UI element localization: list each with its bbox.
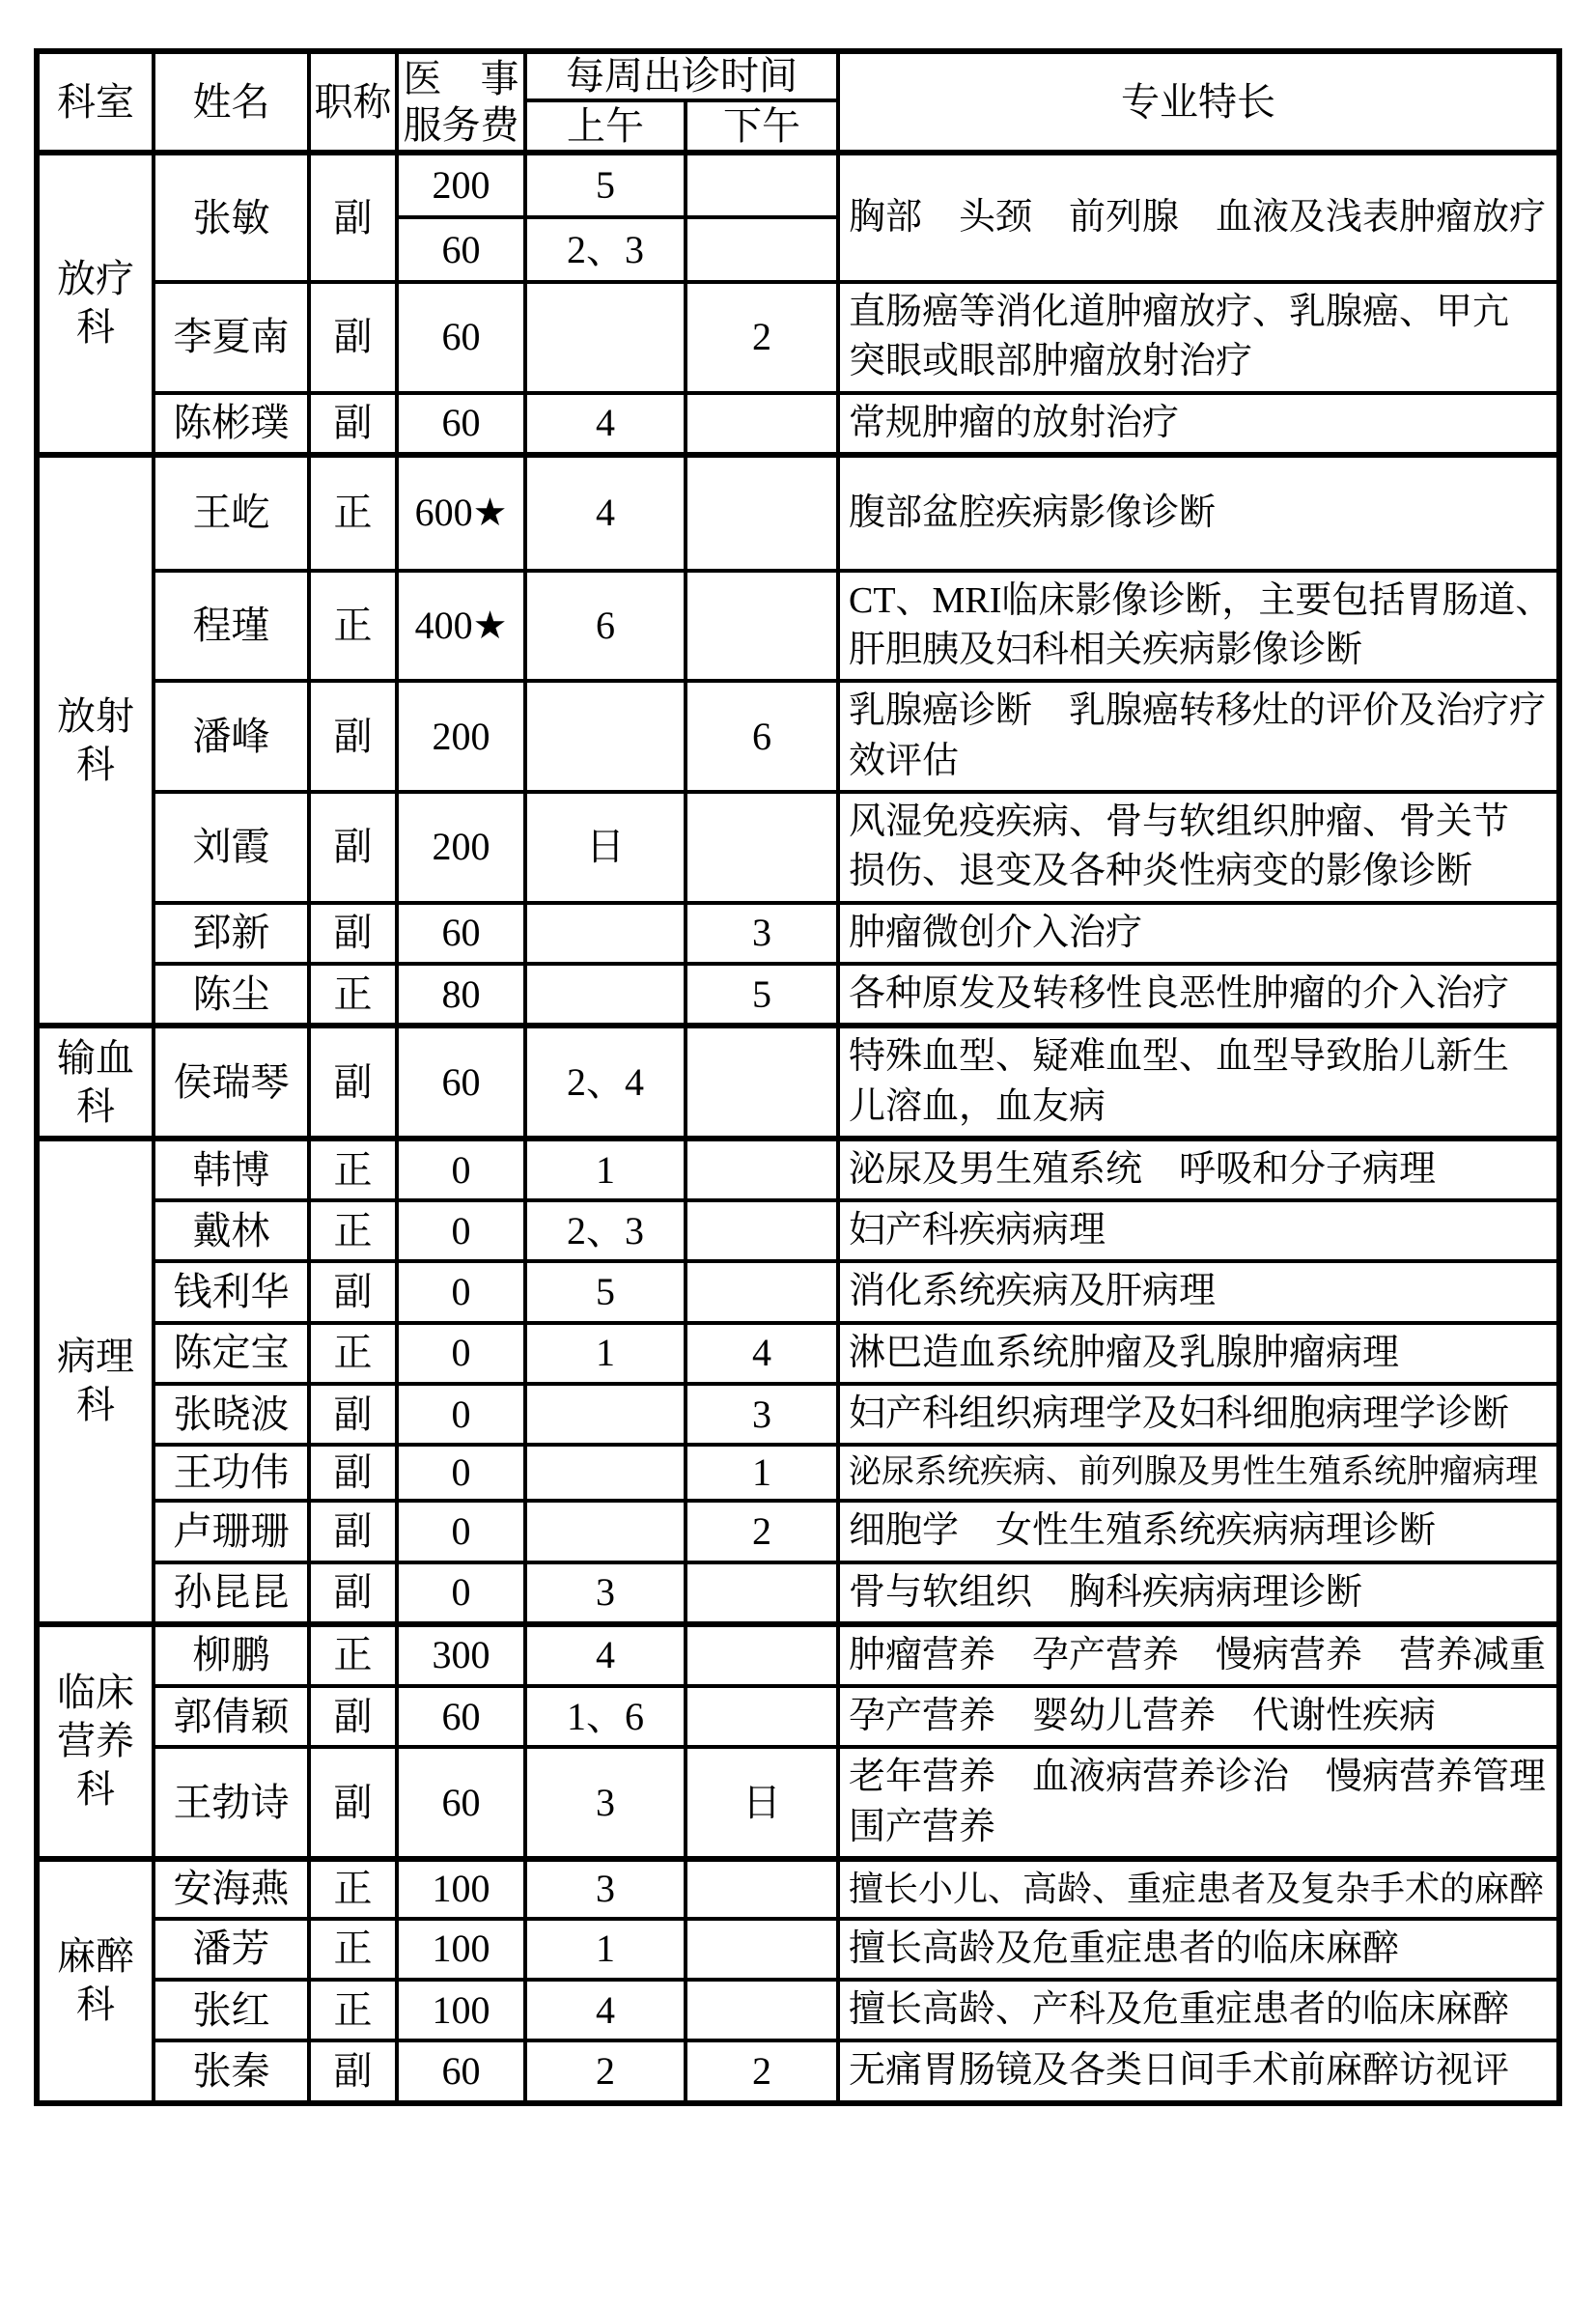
doctor-name-cell: 卢珊珊: [154, 1501, 309, 1561]
doctor-row: [37, 1139, 1559, 1200]
specialty-cell: [838, 455, 1559, 571]
specialty-line: 效评估: [849, 740, 960, 781]
fee-cell: 60: [397, 1026, 525, 1139]
fee-cell: 0: [397, 1562, 525, 1624]
specialty-line: 直肠癌等消化道肿瘤放疗、乳腺癌、甲亢: [849, 292, 1510, 332]
title-cell: 副: [309, 681, 397, 792]
morning-time-cell: 日: [525, 792, 686, 903]
afternoon-time-cell: [686, 792, 838, 903]
doctor-name-cell: 王屹: [154, 455, 309, 571]
fee-cell: 200: [397, 792, 525, 903]
specialty-line: 老年营养 血液病营养诊治 慢病营养管理: [849, 1757, 1547, 1798]
col-header-name: 姓名: [154, 51, 309, 153]
department-name-line: 临床: [57, 1671, 134, 1715]
doctor-row: [37, 792, 1559, 903]
morning-time-cell: 5: [525, 153, 686, 217]
col-header-fee-line1: 医 事: [403, 56, 519, 100]
doctor-name-cell: 程瑾: [154, 571, 309, 682]
afternoon-time-cell: 日: [686, 1747, 838, 1859]
afternoon-time-cell: 2: [686, 2040, 838, 2102]
fee-cell: 0: [397, 1445, 525, 1501]
fee-cell: 60: [397, 393, 525, 455]
title-cell: 正: [309, 1624, 397, 1686]
col-header-title: 职称: [309, 51, 397, 153]
fee-cell: 60: [397, 903, 525, 964]
specialty-line: 肿瘤营养 孕产营养 慢病营养 营养减重: [849, 1634, 1547, 1675]
doctor-name-cell: 刘霞: [154, 792, 309, 903]
morning-time-cell: 4: [525, 455, 686, 571]
specialty-line: 细胞学 女性生殖系统疾病病理诊断: [849, 1510, 1437, 1552]
morning-time-cell: 4: [525, 1624, 686, 1686]
morning-time-cell: 1: [525, 1139, 686, 1200]
doctor-row: [37, 1445, 1559, 1501]
doctor-row: [37, 393, 1559, 455]
afternoon-time-cell: [686, 1624, 838, 1686]
specialty-line: 肿瘤微创介入治疗: [849, 912, 1143, 953]
fee-cell: 60: [397, 1686, 525, 1747]
department-cell: [37, 1139, 154, 1624]
doctor-row: [37, 1261, 1559, 1322]
title-cell: 正: [309, 571, 397, 682]
department-name-line: 病理科: [57, 1335, 134, 1427]
doctor-row: [37, 1323, 1559, 1384]
doctor-name-cell: 王功伟: [154, 1445, 309, 1501]
morning-time-cell: 3: [525, 1562, 686, 1624]
doctor-row: [37, 1919, 1559, 1980]
fee-cell: 600★: [397, 455, 525, 571]
specialty-cell: [838, 1323, 1559, 1384]
specialty-line: 特殊血型、疑难血型、血型导致胎儿新生: [849, 1036, 1510, 1078]
specialty-cell: [838, 681, 1559, 792]
doctor-name-cell: 陈定宝: [154, 1323, 309, 1384]
title-cell: 正: [309, 1919, 397, 1980]
specialty-line: 损伤、退变及各种炎性病变的影像诊断: [849, 851, 1473, 892]
fee-cell: 100: [397, 1980, 525, 2040]
afternoon-time-cell: [686, 455, 838, 571]
doctor-row: [37, 153, 1559, 217]
title-cell: 副: [309, 1384, 397, 1445]
morning-time-cell: 1: [525, 1919, 686, 1980]
morning-time-cell: [525, 1384, 686, 1445]
fee-cell: 60: [397, 217, 525, 282]
morning-time-cell: 1: [525, 1323, 686, 1384]
col-header-fee: [397, 51, 525, 153]
fee-cell: 100: [397, 1919, 525, 1980]
doctor-row: [37, 1501, 1559, 1561]
specialty-line: 孕产营养 婴幼儿营养 代谢性疾病: [849, 1696, 1437, 1737]
specialty-line: 围产营养: [849, 1806, 996, 1847]
morning-time-cell: 1、6: [525, 1686, 686, 1747]
specialty-line: 各种原发及转移性良恶性肿瘤的介入治疗: [849, 972, 1510, 1014]
morning-time-cell: 2、3: [525, 217, 686, 282]
department-cell: [37, 1859, 154, 2102]
title-cell: 正: [309, 1859, 397, 1919]
doctor-name-cell: 安海燕: [154, 1859, 309, 1919]
specialty-cell: [838, 1026, 1559, 1139]
col-header-specialty: 专业特长: [838, 51, 1559, 153]
title-cell: 正: [309, 1980, 397, 2040]
fee-cell: 60: [397, 1747, 525, 1859]
afternoon-time-cell: 5: [686, 964, 838, 1026]
department-name-line: 放疗科: [57, 257, 134, 350]
morning-time-cell: 5: [525, 1261, 686, 1322]
specialty-line: 骨与软组织 胸科疾病病理诊断: [849, 1571, 1363, 1613]
afternoon-time-cell: 4: [686, 1323, 838, 1384]
specialty-line: 突眼或眼部肿瘤放射治疗: [849, 341, 1253, 382]
department-name-line: 放射科: [57, 693, 134, 786]
specialty-cell: [838, 1200, 1559, 1261]
morning-time-cell: 4: [525, 1980, 686, 2040]
specialty-cell: [838, 1562, 1559, 1624]
col-header-department: 科室: [37, 51, 154, 153]
title-cell: 副: [309, 1261, 397, 1322]
doctor-row: [37, 1384, 1559, 1445]
doctor-row: [37, 681, 1559, 792]
afternoon-time-cell: [686, 571, 838, 682]
specialty-cell: [838, 1859, 1559, 1919]
afternoon-time-cell: [686, 1919, 838, 1980]
afternoon-time-cell: [686, 1859, 838, 1919]
doctor-name-cell: 孙昆昆: [154, 1562, 309, 1624]
morning-time-cell: 2、4: [525, 1026, 686, 1139]
col-header-fee-line2: 服务费: [403, 102, 519, 147]
fee-cell: 0: [397, 1323, 525, 1384]
specialty-cell: [838, 571, 1559, 682]
afternoon-time-cell: [686, 1261, 838, 1322]
doctor-row: [37, 964, 1559, 1026]
department-name-line: 营养: [57, 1719, 134, 1763]
fee-cell: 0: [397, 1200, 525, 1261]
doctor-name-cell: 张秦: [154, 2040, 309, 2102]
doctor-schedule-table: [34, 48, 1562, 2106]
morning-time-cell: [525, 1445, 686, 1501]
specialty-cell: [838, 393, 1559, 455]
doctor-name-cell: 郭倩颖: [154, 1686, 309, 1747]
fee-cell: 60: [397, 282, 525, 393]
afternoon-time-cell: 6: [686, 681, 838, 792]
doctor-row: [37, 1686, 1559, 1747]
fee-cell: 0: [397, 1139, 525, 1200]
title-cell: 正: [309, 1323, 397, 1384]
doctor-row: [37, 903, 1559, 964]
doctor-row: [37, 455, 1559, 571]
specialty-line: 腹部盆腔疾病影像诊断: [849, 492, 1217, 533]
afternoon-time-cell: 2: [686, 282, 838, 393]
afternoon-time-cell: 3: [686, 903, 838, 964]
specialty-cell: [838, 1501, 1559, 1561]
department-cell: [37, 1026, 154, 1139]
specialty-cell: [838, 1686, 1559, 1747]
doctor-name-cell: 潘芳: [154, 1919, 309, 1980]
morning-time-cell: [525, 282, 686, 393]
col-header-morning: 上午: [525, 100, 686, 153]
doctor-name-cell: 王勃诗: [154, 1747, 309, 1859]
specialty-cell: [838, 2040, 1559, 2102]
fee-cell: 300: [397, 1624, 525, 1686]
morning-time-cell: 3: [525, 1859, 686, 1919]
doctor-row: [37, 1980, 1559, 2040]
title-cell: 副: [309, 282, 397, 393]
doctor-name-cell: 陈尘: [154, 964, 309, 1026]
afternoon-time-cell: [686, 1562, 838, 1624]
afternoon-time-cell: [686, 1686, 838, 1747]
doctor-row: [37, 1624, 1559, 1686]
doctor-row: [37, 282, 1559, 393]
department-cell: [37, 1624, 154, 1859]
title-cell: 副: [309, 1501, 397, 1561]
morning-time-cell: [525, 681, 686, 792]
specialty-line: 泌尿及男生殖系统 呼吸和分子病理: [849, 1148, 1437, 1190]
doctor-name-cell: 张晓波: [154, 1384, 309, 1445]
doctor-row: [37, 1026, 1559, 1139]
fee-cell: 400★: [397, 571, 525, 682]
specialty-line: 儿溶血，血友病: [849, 1085, 1106, 1127]
doctor-name-cell: 柳鹏: [154, 1624, 309, 1686]
department-name-line: 麻醉科: [57, 1934, 134, 2027]
specialty-line: 乳腺癌诊断 乳腺癌转移灶的评价及治疗疗: [849, 690, 1547, 732]
specialty-line: 擅长小儿、高龄、重症患者及复杂手术的麻醉: [849, 1870, 1545, 1909]
afternoon-time-cell: [686, 1026, 838, 1139]
title-cell: 正: [309, 1200, 397, 1261]
title-cell: 副: [309, 1747, 397, 1859]
specialty-cell: [838, 1624, 1559, 1686]
doctor-row: [37, 1859, 1559, 1919]
specialty-line: 妇产科组织病理学及妇科细胞病理学诊断: [849, 1393, 1510, 1435]
title-cell: 副: [309, 1562, 397, 1624]
specialty-line: 泌尿系统疾病、前列腺及男性生殖系统肿瘤病理: [849, 1454, 1538, 1491]
morning-time-cell: 2、3: [525, 1200, 686, 1261]
title-cell: 副: [309, 2040, 397, 2102]
doctor-row: [37, 1747, 1559, 1859]
doctor-name-cell: 戴林: [154, 1200, 309, 1261]
specialty-cell: [838, 153, 1559, 282]
specialty-line: 擅长高龄、产科及危重症患者的临床麻醉: [849, 1988, 1510, 2030]
specialty-line: 风湿免疫疾病、骨与软组织肿瘤、骨关节: [849, 802, 1510, 843]
afternoon-time-cell: [686, 1200, 838, 1261]
title-cell: 正: [309, 455, 397, 571]
morning-time-cell: 3: [525, 1747, 686, 1859]
doctor-name-cell: 侯瑞琴: [154, 1026, 309, 1139]
title-cell: 副: [309, 1026, 397, 1139]
department-name-line: 科: [76, 1767, 115, 1812]
specialty-line: 常规肿瘤的放射治疗: [849, 402, 1180, 443]
fee-cell: 60: [397, 2040, 525, 2102]
specialty-line: 消化系统疾病及肝病理: [849, 1271, 1217, 1312]
title-cell: 副: [309, 903, 397, 964]
fee-cell: 0: [397, 1261, 525, 1322]
col-header-weekly-schedule: 每周出诊时间: [525, 51, 838, 100]
specialty-line: 妇产科疾病病理: [849, 1210, 1106, 1252]
doctor-name-cell: 张敏: [154, 153, 309, 282]
specialty-cell: [838, 1384, 1559, 1445]
specialty-line: 擅长高龄及危重症患者的临床麻醉: [849, 1927, 1400, 1969]
specialty-line: 无痛胃肠镜及各类日间手术前麻醉访视评: [849, 2050, 1510, 2092]
doctor-row: [37, 571, 1559, 682]
department-cell: [37, 455, 154, 1026]
doctor-name-cell: 张红: [154, 1980, 309, 2040]
afternoon-time-cell: [686, 153, 838, 217]
title-cell: 副: [309, 153, 397, 282]
afternoon-time-cell: [686, 217, 838, 282]
specialty-line: 肝胆胰及妇科相关疾病影像诊断: [849, 630, 1363, 671]
fee-cell: 0: [397, 1384, 525, 1445]
title-cell: 副: [309, 393, 397, 455]
doctor-name-cell: 陈彬璞: [154, 393, 309, 455]
fee-cell: 200: [397, 681, 525, 792]
morning-time-cell: [525, 964, 686, 1026]
morning-time-cell: [525, 1501, 686, 1561]
title-cell: 副: [309, 792, 397, 903]
table-body: [37, 153, 1559, 2103]
morning-time-cell: 6: [525, 571, 686, 682]
morning-time-cell: 2: [525, 2040, 686, 2102]
afternoon-time-cell: 1: [686, 1445, 838, 1501]
doctor-name-cell: 李夏南: [154, 282, 309, 393]
doctor-name-cell: 韩博: [154, 1139, 309, 1200]
title-cell: 副: [309, 1445, 397, 1501]
specialty-cell: [838, 1261, 1559, 1322]
afternoon-time-cell: [686, 1980, 838, 2040]
afternoon-time-cell: [686, 1139, 838, 1200]
specialty-cell: [838, 1919, 1559, 1980]
title-cell: 正: [309, 964, 397, 1026]
afternoon-time-cell: [686, 393, 838, 455]
specialty-cell: [838, 792, 1559, 903]
morning-time-cell: 4: [525, 393, 686, 455]
doctor-name-cell: 钱利华: [154, 1261, 309, 1322]
morning-time-cell: [525, 903, 686, 964]
specialty-line: 胸部 头颈 前列腺 血液及浅表肿瘤放疗: [849, 196, 1547, 238]
title-cell: 正: [309, 1139, 397, 1200]
department-name-line: 输血科: [57, 1035, 134, 1128]
doctor-row: [37, 1562, 1559, 1624]
afternoon-time-cell: 3: [686, 1384, 838, 1445]
fee-cell: 80: [397, 964, 525, 1026]
specialty-cell: [838, 282, 1559, 393]
department-cell: [37, 153, 154, 455]
fee-cell: 0: [397, 1501, 525, 1561]
specialty-cell: [838, 964, 1559, 1026]
afternoon-time-cell: 2: [686, 1501, 838, 1561]
specialty-cell: [838, 903, 1559, 964]
table-header: [37, 51, 1559, 153]
specialty-cell: [838, 1980, 1559, 2040]
title-cell: 副: [309, 1686, 397, 1747]
fee-cell: 200: [397, 153, 525, 217]
doctor-name-cell: 潘峰: [154, 681, 309, 792]
specialty-line: 淋巴造血系统肿瘤及乳腺肿瘤病理: [849, 1332, 1400, 1373]
fee-cell: 100: [397, 1859, 525, 1919]
specialty-cell: [838, 1747, 1559, 1859]
specialty-cell: [838, 1139, 1559, 1200]
doctor-row: [37, 2040, 1559, 2102]
doctor-name-cell: 郅新: [154, 903, 309, 964]
doctor-row: [37, 1200, 1559, 1261]
col-header-afternoon: 下午: [686, 100, 838, 153]
specialty-line: CT、MRI临床影像诊断，主要包括胃肠道、: [849, 579, 1553, 621]
specialty-cell: [838, 1445, 1559, 1501]
